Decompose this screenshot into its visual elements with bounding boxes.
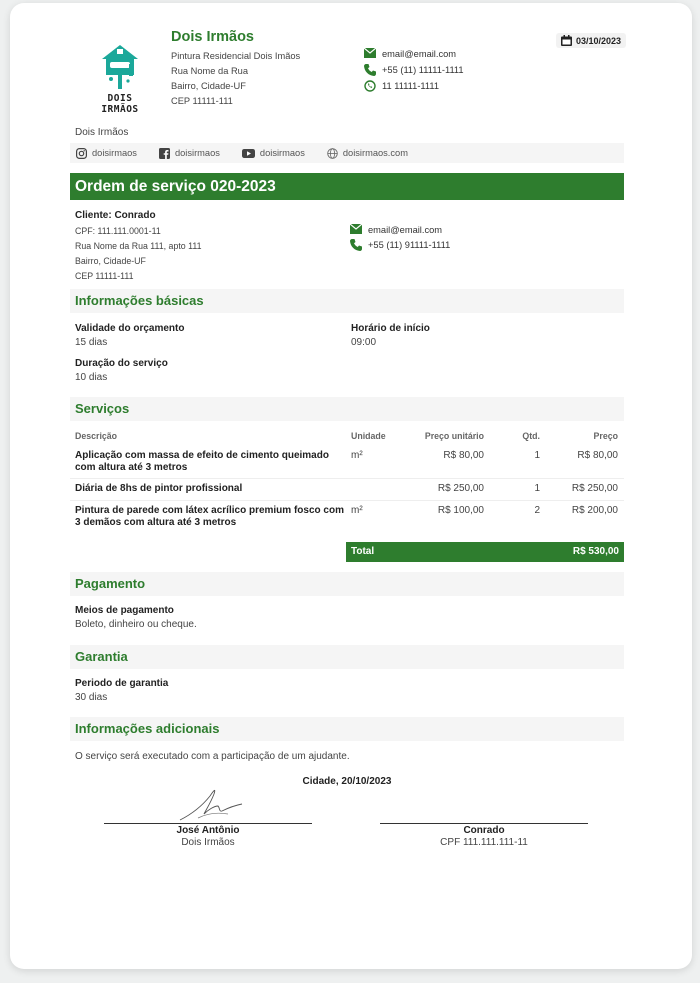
signer-company-name: José Antônio (176, 825, 240, 836)
service-row-description: Diária de 8hs de pintor profissional (75, 483, 243, 494)
total-label: Total (351, 546, 375, 557)
social-website[interactable] (327, 148, 408, 159)
client-email[interactable] (350, 224, 442, 236)
date-badge (556, 33, 626, 48)
document-sheet (10, 3, 692, 969)
whatsapp-icon (364, 80, 376, 92)
warranty-period-value: 30 dias (75, 692, 108, 703)
order-title: Ordem de serviço 020-2023 (70, 173, 624, 200)
duration-value: 10 dias (75, 372, 108, 383)
row-divider (70, 500, 624, 501)
facebook-handle: doisirmaos (174, 148, 220, 158)
document-date: 03/10/2023 (576, 35, 622, 46)
social-facebook[interactable] (159, 148, 220, 159)
section-warranty-heading: Garantia (70, 645, 624, 669)
section-additional-heading: Informações adicionais (70, 717, 624, 741)
start-time-label: Horário de início (351, 323, 430, 334)
company-address-line: CEP 11111-111 (171, 96, 233, 106)
service-row-qty: 1 (534, 483, 540, 494)
brand-label: Dois Irmãos (75, 127, 129, 138)
house-roller-icon (100, 43, 140, 91)
signature-line-client (380, 823, 588, 824)
section-payment-heading: Pagamento (70, 572, 624, 596)
section-basic-info-heading: Informações básicas (70, 289, 624, 313)
column-header-unit: Unidade (351, 431, 386, 441)
logo-text-line2: IRMÃOS (101, 104, 139, 115)
youtube-handle: doisirmaos (259, 148, 305, 158)
service-row-description: Pintura de parede com látex acrílico premium fosco com 3 demãos com altura até 3 metros (75, 505, 344, 528)
company-logo (90, 43, 150, 123)
client-email-text: email@email.com (368, 225, 443, 235)
service-row-unit-price: R$ 250,00 (437, 483, 484, 494)
instagram-icon (76, 148, 87, 159)
client-detail-line: Bairro, Cidade-UF (75, 256, 146, 266)
column-header-qty: Qtd. (522, 431, 540, 441)
warranty-period-label: Periodo de garantia (75, 678, 169, 689)
column-header-unit-price: Preço unitário (424, 431, 484, 441)
signer-client-sub: CPF 111.111.111-11 (440, 837, 528, 848)
social-youtube[interactable] (242, 148, 305, 158)
phone-icon (350, 239, 362, 251)
client-label: Cliente: Conrado (75, 210, 156, 221)
client-phone-text: +55 (11) 91111-1111 (368, 240, 451, 250)
start-time-value: 09:00 (351, 337, 377, 348)
globe-icon (327, 148, 338, 159)
total-bar (346, 542, 624, 562)
column-header-price: Preço (593, 431, 618, 441)
phone-icon (364, 64, 376, 76)
company-name: Dois Irmãos (171, 29, 254, 45)
signer-company-sub: Dois Irmãos (181, 837, 235, 848)
additional-info-text: O serviço será executado com a participação de um ajudante. (75, 751, 350, 762)
company-email[interactable] (364, 48, 456, 60)
column-header-description: Descrição (75, 431, 118, 441)
service-row-qty: 1 (534, 450, 540, 461)
youtube-icon (242, 149, 255, 158)
service-row-qty: 2 (534, 505, 540, 516)
facebook-icon (159, 148, 170, 159)
service-row-price: R$ 200,00 (571, 505, 618, 516)
signer-client-name: Conrado (463, 825, 505, 836)
payment-methods-value: Boleto, dinheiro ou cheque. (75, 619, 197, 630)
service-row-unit: m² (351, 505, 363, 516)
instagram-handle: doisirmaos (92, 148, 137, 158)
company-phone-text: +55 (11) 11111-1111 (382, 65, 464, 75)
client-detail-line: Rua Nome da Rua 111, apto 111 (75, 241, 202, 251)
company-whatsapp[interactable] (364, 80, 439, 92)
signature-line-company (104, 823, 312, 824)
company-address-line: Pintura Residencial Dois Imãos (171, 51, 301, 61)
social-instagram[interactable] (76, 148, 137, 159)
company-phone[interactable] (364, 64, 464, 76)
client-phone[interactable] (350, 239, 450, 251)
row-divider (70, 478, 624, 479)
validity-label: Validade do orçamento (75, 323, 185, 334)
service-row-unit-price: R$ 100,00 (437, 505, 484, 516)
social-bar (70, 143, 624, 163)
service-row-unit-price: R$ 80,00 (443, 450, 484, 461)
service-row-price: R$ 80,00 (577, 450, 618, 461)
mail-icon (364, 48, 376, 60)
client-detail-line: CEP 11111-111 (75, 271, 134, 281)
payment-methods-label: Meios de pagamento (75, 605, 174, 616)
service-row-price: R$ 250,00 (571, 483, 618, 494)
logo-text-line1: DOIS (107, 93, 133, 104)
calendar-icon (561, 35, 572, 46)
company-address-line: Rua Nome da Rua (171, 66, 248, 76)
service-row-description: Aplicação com massa de efeito de cimento queimado com altura até 3 metros (75, 450, 329, 473)
validity-value: 15 dias (75, 337, 108, 348)
company-whatsapp-text: 11 11111-1111 (382, 81, 440, 91)
mail-icon (350, 224, 362, 236)
place-and-date: Cidade, 20/10/2023 (302, 776, 392, 787)
total-value: R$ 530,00 (572, 546, 619, 557)
section-services-heading: Serviços (70, 397, 624, 421)
website-url: doisirmaos.com (342, 148, 408, 158)
service-row-unit: m² (351, 450, 363, 461)
company-address-line: Bairro, Cidade-UF (171, 81, 246, 91)
signature-scribble (178, 784, 248, 824)
duration-label: Duração do serviço (75, 358, 168, 369)
client-detail-line: CPF: 111.111.0001-11 (75, 226, 161, 236)
company-email-text: email@email.com (382, 49, 457, 59)
